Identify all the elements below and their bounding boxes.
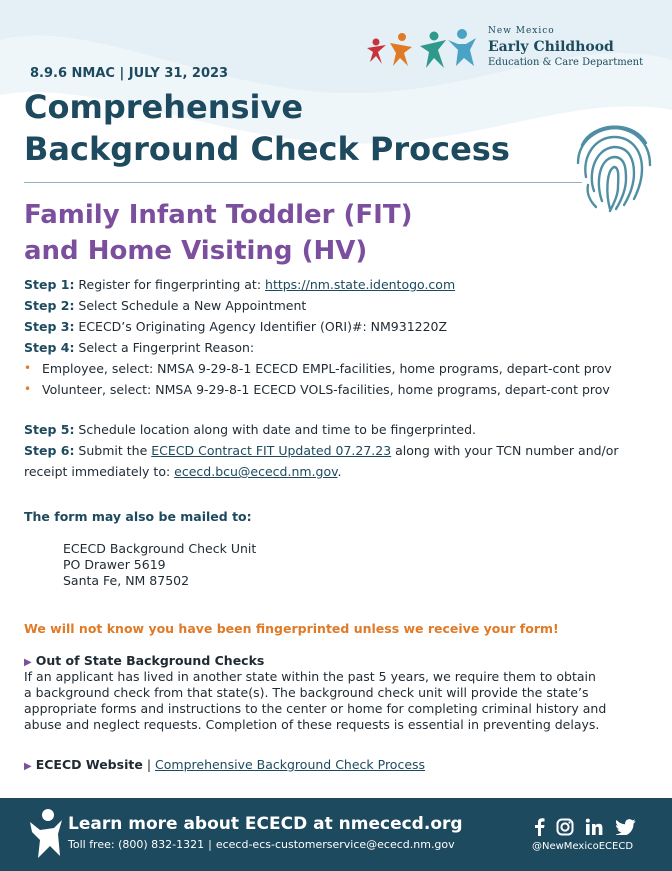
- out-of-state-title: Out of State Background Checks: [35, 653, 265, 668]
- step-2-label: Step 2:: [24, 298, 75, 313]
- out-of-state-line-4: abuse and neglect requests. Completion of these requests is essential in preventing delays.: [24, 717, 600, 732]
- step-5: [24, 419, 654, 440]
- out-of-state-line-2: a background check from that state(s). The background check unit will provide the state’s: [24, 685, 589, 700]
- address-line-2: PO Drawer 5619: [63, 557, 166, 572]
- step-4-text: Select a Fingerprint Reason:: [74, 340, 255, 355]
- ececd-logo: [362, 24, 662, 74]
- program-subtitle-line-2: and Home Visiting (HV): [24, 236, 368, 266]
- out-of-state-line-3: appropriate forms and instructions to the center or home for completing criminal history and: [24, 701, 607, 716]
- step-5-label: Step 5:: [24, 422, 75, 437]
- footer-title: Learn more about ECECD at nmececd.org: [68, 814, 463, 834]
- step-6-end: .: [337, 464, 342, 479]
- logo-wordmark: [488, 24, 643, 70]
- twitter-icon[interactable]: [616, 819, 636, 835]
- logo-dept: Education & Care Department: [488, 57, 644, 68]
- logo-name: Early Childhood: [488, 39, 614, 55]
- linkedin-icon[interactable]: [585, 818, 603, 836]
- address-line-3: Santa Fe, NM 87502: [63, 573, 190, 588]
- steps-list: [24, 274, 654, 400]
- step-4-label: Step 4:: [24, 340, 75, 355]
- step-6-text-a: Submit the: [74, 443, 152, 458]
- mail-heading: The form may also be mailed to:: [24, 509, 252, 524]
- instagram-icon[interactable]: [556, 818, 574, 836]
- footer-contact: [68, 838, 455, 851]
- fingerprint-icon: [574, 115, 654, 213]
- program-subtitle: [24, 197, 412, 269]
- step-1-label: Step 1:: [24, 277, 75, 292]
- fingerprint-reason-volunteer: [24, 379, 654, 400]
- out-of-state-heading: [24, 653, 264, 668]
- identogo-link[interactable]: https://nm.state.identogo.com: [265, 277, 456, 292]
- step-2-text: Select Schedule a New Appointment: [74, 298, 307, 313]
- step-6-continued: [24, 461, 654, 482]
- page-title: [24, 86, 510, 170]
- fingerprint-reason-employee: [24, 358, 654, 379]
- regulation-date-tag: 8.9.6 NMAC | JULY 31, 2023: [30, 66, 229, 81]
- step-6-text-c: receipt immediately to:: [24, 464, 175, 479]
- steps-list-continued: [24, 419, 654, 482]
- out-of-state-line-1: If an applicant has lived in another state within the past 5 years, we require them to obtain: [24, 669, 596, 684]
- step-3-text: ECECD’s Originating Agency Identifier (ORI)#: NM931220Z: [74, 319, 448, 334]
- bullet-icon: •: [24, 361, 32, 375]
- social-icons: [532, 818, 642, 836]
- step-6-text-b: along with your TCN number and/or: [391, 443, 619, 458]
- footer-separator: |: [208, 838, 212, 851]
- logo-figures-icon: [362, 28, 480, 72]
- bullet-employee-text: Employee, select: NMSA 9-29-8-1 ECECD EMPL-facilities, home programs, depart-cont prov: [42, 361, 612, 376]
- step-6: [24, 440, 654, 461]
- page-title-line-2: Background Check Process: [24, 130, 510, 168]
- mailing-address: [63, 541, 256, 589]
- ececd-contract-link[interactable]: ECECD Contract FIT Updated 07.27.23: [151, 443, 392, 458]
- step-6-label: Step 6:: [24, 443, 75, 458]
- step-1-text: Register for fingerprinting at:: [74, 277, 266, 292]
- website-separator: |: [146, 757, 152, 772]
- bullet-icon: •: [24, 382, 32, 396]
- title-divider: [24, 182, 582, 183]
- background-check-process-link[interactable]: Comprehensive Background Check Process: [155, 757, 426, 772]
- bcu-email-link[interactable]: ececd.bcu@ececd.nm.gov: [174, 464, 338, 479]
- triangle-right-icon: ▶: [24, 657, 32, 668]
- page-title-line-1: Comprehensive: [24, 88, 304, 126]
- step-3-label: Step 3:: [24, 319, 75, 334]
- step-3: [24, 316, 654, 337]
- out-of-state-body: [24, 669, 654, 733]
- child-figure-icon: [28, 808, 64, 860]
- triangle-right-icon: ▶: [24, 761, 32, 772]
- social-handle: @NewMexicoECECD: [532, 841, 634, 852]
- customer-service-email[interactable]: ececd-ecs-customerservice@ececd.nm.gov: [215, 838, 455, 851]
- address-line-1: ECECD Background Check Unit: [63, 541, 257, 556]
- step-1: [24, 274, 654, 295]
- fingerprint-warning: We will not know you have been fingerprinted unless we receive your form!: [24, 621, 559, 636]
- step-5-text: Schedule location along with date and time to be fingerprinted.: [74, 422, 477, 437]
- logo-state: New Mexico: [488, 26, 555, 36]
- toll-free-phone[interactable]: Toll free: (800) 832-1321: [68, 838, 205, 851]
- footer-bar: [0, 798, 672, 871]
- step-4: [24, 337, 654, 358]
- bullet-volunteer-text: Volunteer, select: NMSA 9-29-8-1 ECECD VOLS-facilities, home programs, depart-cont prov: [42, 382, 610, 397]
- website-label: ECECD Website: [35, 757, 143, 772]
- program-subtitle-line-1: Family Infant Toddler (FIT): [24, 200, 413, 230]
- website-row: [24, 757, 425, 772]
- step-2: [24, 295, 654, 316]
- facebook-icon[interactable]: [534, 818, 545, 836]
